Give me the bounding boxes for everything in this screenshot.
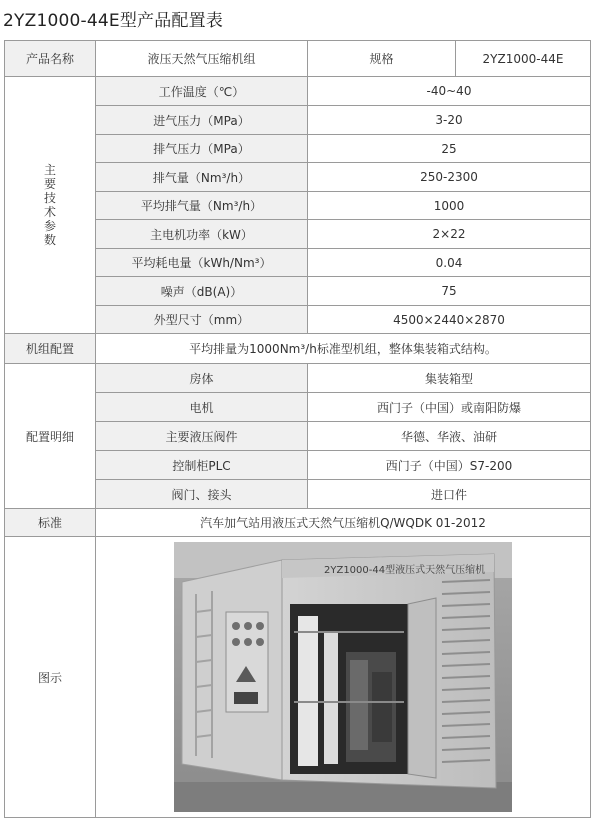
main-parameters-label: 主 要 技 术 参 数 bbox=[5, 77, 96, 334]
param-label: 进气压力（MPa） bbox=[96, 106, 308, 135]
param-value: 0.04 bbox=[308, 249, 591, 277]
figure-cell bbox=[96, 537, 591, 818]
param-label: 噪声（dB(A)） bbox=[96, 277, 308, 306]
product-name-row bbox=[5, 41, 591, 77]
detail-row bbox=[5, 364, 591, 393]
unit-config-row bbox=[5, 334, 591, 364]
page-title: 2YZ1000-44E型产品配置表 bbox=[3, 11, 224, 31]
param-row bbox=[5, 77, 591, 106]
param-value: 4500×2440×2870 bbox=[308, 306, 591, 334]
detail-item: 主要液压阀件 bbox=[96, 422, 308, 451]
detail-value: 进口件 bbox=[308, 480, 591, 509]
detail-value: 西门子（中国）S7-200 bbox=[308, 451, 591, 480]
param-label: 主电机功率（kW） bbox=[96, 220, 308, 249]
detail-item: 电机 bbox=[96, 393, 308, 422]
param-label: 排气量（Nm³/h） bbox=[96, 163, 308, 192]
detail-value: 西门子（中国）或南阳防爆 bbox=[308, 393, 591, 422]
product-name-value: 液压天然气压缩机组 bbox=[96, 41, 308, 77]
unit-config-value: 平均排量为1000Nm³/h标准型机组，整体集装箱式结构。 bbox=[96, 334, 591, 364]
param-value: -40~40 bbox=[308, 77, 591, 106]
figure-row bbox=[5, 537, 591, 818]
detail-value: 华德、华液、油研 bbox=[308, 422, 591, 451]
product-name-label: 产品名称 bbox=[5, 41, 96, 77]
detail-item: 控制柜PLC bbox=[96, 451, 308, 480]
figure-label: 图示 bbox=[5, 537, 96, 818]
standard-label: 标准 bbox=[5, 509, 96, 537]
param-label: 外型尺寸（mm） bbox=[96, 306, 308, 334]
spec-label: 规格 bbox=[308, 41, 456, 77]
param-value: 250-2300 bbox=[308, 163, 591, 192]
param-value: 3-20 bbox=[308, 106, 591, 135]
compressor-container-photo bbox=[174, 542, 512, 812]
details-label: 配置明细 bbox=[5, 364, 96, 509]
param-value: 75 bbox=[308, 277, 591, 306]
detail-item: 阀门、接头 bbox=[96, 480, 308, 509]
configuration-table bbox=[4, 40, 591, 818]
standard-row bbox=[5, 509, 591, 537]
param-label: 平均耗电量（kWh/Nm³） bbox=[96, 249, 308, 277]
detail-value: 集装箱型 bbox=[308, 364, 591, 393]
unit-config-label: 机组配置 bbox=[5, 334, 96, 364]
spec-value: 2YZ1000-44E bbox=[456, 41, 591, 77]
param-value: 1000 bbox=[308, 192, 591, 220]
param-label: 平均排气量（Nm³/h） bbox=[96, 192, 308, 220]
param-label: 排气压力（MPa） bbox=[96, 135, 308, 163]
standard-value: 汽车加气站用液压式天然气压缩机Q/WQDK 01-2012 bbox=[96, 509, 591, 537]
param-value: 2×22 bbox=[308, 220, 591, 249]
detail-item: 房体 bbox=[96, 364, 308, 393]
param-value: 25 bbox=[308, 135, 591, 163]
param-label: 工作温度（℃） bbox=[96, 77, 308, 106]
container-caption: 2YZ1000-44型液压式天然气压缩机 bbox=[324, 565, 486, 576]
